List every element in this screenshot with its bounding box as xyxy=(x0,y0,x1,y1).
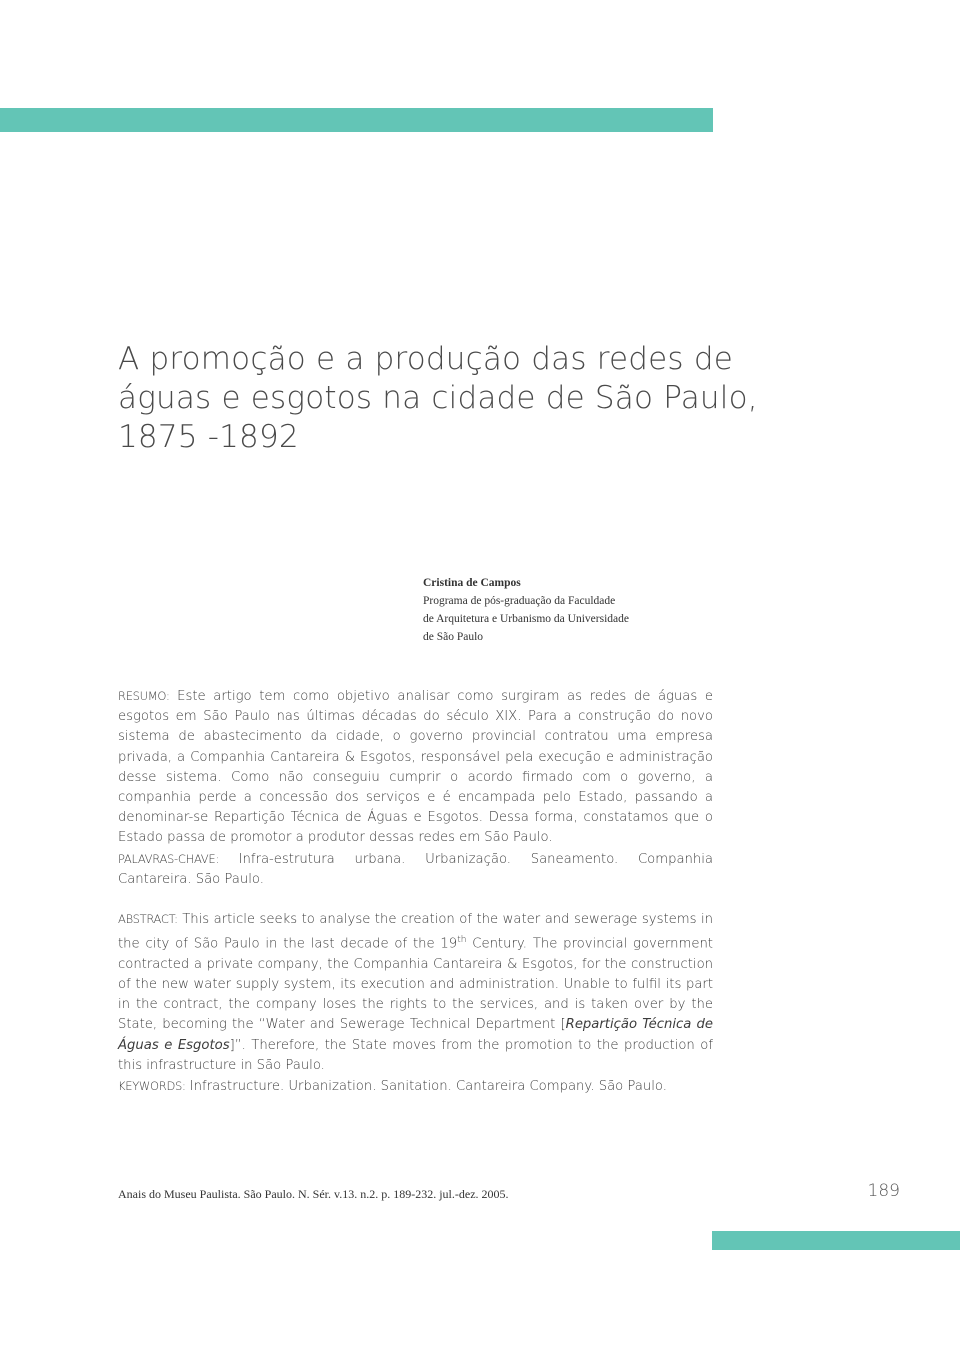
abstract-text: ]”. Therefore, the State moves from the promotion to the production of this infrastructure in São Paulo. xyxy=(118,1037,714,1073)
palavras-chave-text: Infra-estrutura urbana. Urbanização. Saneamento. Companhia Cantareira. São Paulo. xyxy=(118,851,713,887)
abstracts-section xyxy=(118,686,713,1097)
author-name: Cristina de Campos xyxy=(423,577,521,589)
title-line: A promoção e a produção das redes de xyxy=(118,341,733,377)
resumo-text: Este artigo tem como objetivo analisar como surgiram as redes de águas e esgotos em São Paulo nas últimas décadas do século XIX. Para a construção do novo sistema de abastecimento da cidade, o governo provincial contratou uma empresa privada, a Companhia Cantareira & Esgotos, responsável pela execução e administração desse sistema. Como não conseguiu cumprir o acordo firmado com o governo, a companhia perde a concessão dos serviços e é encampada pelo Estado, passando a denominar-se Repartição Técnica de Águas e Esgotos. Dessa forma, constatamos que o Estado passa de promotor a produtor dessas redes em São Paulo. xyxy=(118,689,713,846)
keywords-text: Infrastructure. Urbanization. Sanitation. Cantareira Company. São Paulo. xyxy=(189,1079,667,1095)
keywords-label: KEYWORDS: xyxy=(118,1079,186,1094)
top-accent-band xyxy=(0,108,713,132)
bottom-accent-band xyxy=(712,1231,960,1250)
abstract-text: This article seeks to analyse the creation of the water and sewerage systems in the city of São Paulo in the last decade of the 19 xyxy=(118,912,713,952)
resumo-label: RESUMO: xyxy=(118,689,170,703)
title-line: 1875 -1892 xyxy=(118,419,299,455)
author-affiliation-line: de Arquitetura e Urbanismo da Universidade xyxy=(423,613,629,625)
palavras-chave-label: PALAVRAS-CHAVE: xyxy=(118,851,219,866)
abstract-label: ABSTRACT: xyxy=(118,912,178,927)
journal-citation: Anais do Museu Paulista. São Paulo. N. Sér. v.13. n.2. p. 189-232. jul.-dez. 2005. xyxy=(118,1187,509,1201)
article-title xyxy=(118,340,758,457)
abstract-text: Century. The provincial government contracted a private company, the Companhia Cantareira & Esgotos, for the construction of the new water supply system, its execution and administration. Unable to fulfil its part in the contract, the company loses the rights to the services, and is taken over by the State, becoming the “Water and Sewerage Technical Department [ xyxy=(118,936,713,1033)
abstract-paragraph xyxy=(118,909,713,1076)
palavras-chave-paragraph xyxy=(118,849,713,890)
ordinal-superscript: th xyxy=(457,935,467,946)
spacer xyxy=(118,890,713,909)
page-number: 189 xyxy=(867,1181,900,1201)
keywords-paragraph xyxy=(118,1076,713,1097)
author-affiliation-line: de São Paulo xyxy=(423,631,484,643)
abstract-italic-term: Repartição Técnica de Águas e Esgotos xyxy=(118,1017,713,1053)
title-line: águas e esgotos na cidade de São Paulo, xyxy=(118,380,758,416)
author-block xyxy=(423,574,723,646)
author-affiliation-line: Programa de pós-graduação da Faculdade xyxy=(423,595,616,607)
resumo-paragraph xyxy=(118,686,713,849)
